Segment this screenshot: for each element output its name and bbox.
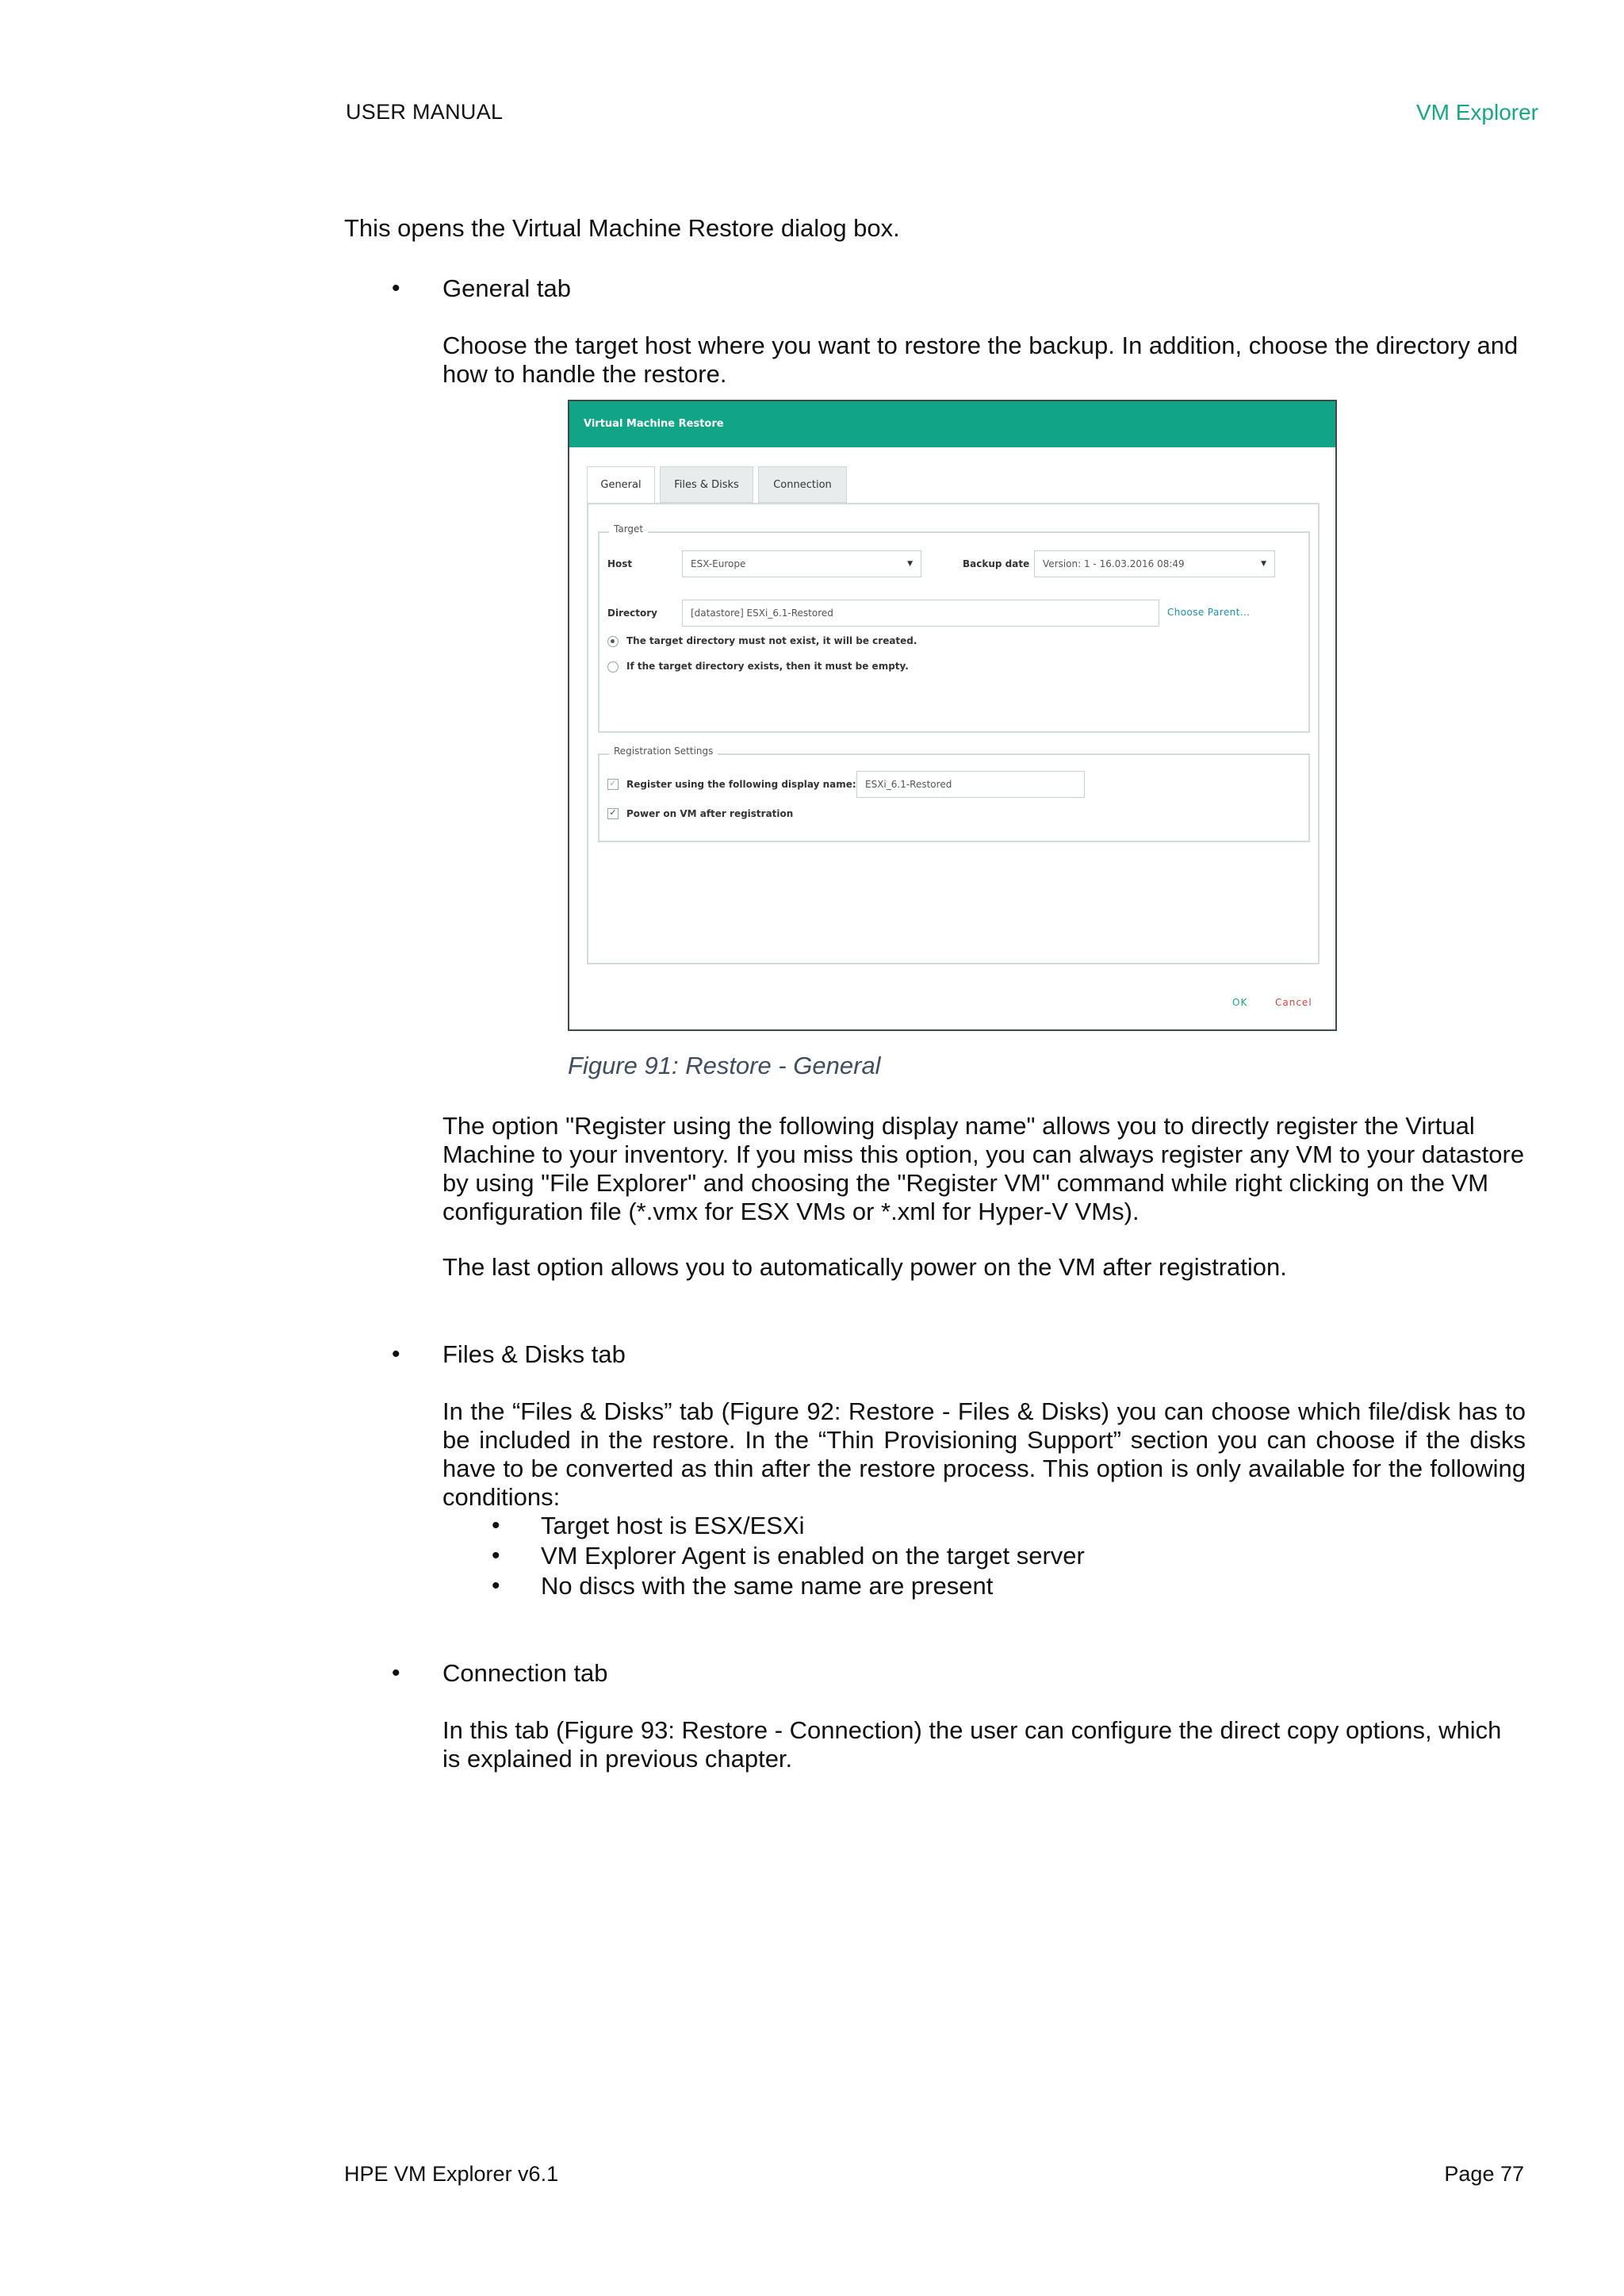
host-select-value: ESX-Europe — [691, 558, 746, 569]
condition-item: VM Explorer Agent is enabled on the target server — [541, 1542, 1085, 1570]
radio-must-be-empty-label: If the target directory exists, then it must be empty. — [626, 661, 909, 672]
host-label: Host — [607, 558, 633, 569]
target-group-legend: Target — [609, 523, 648, 535]
tab-general[interactable]: General — [587, 466, 655, 503]
figure-caption: Figure 91: Restore - General — [568, 1052, 881, 1079]
bullet-icon: • — [392, 275, 400, 301]
bullet-icon: • — [492, 1573, 500, 1599]
dialog-title: Virtual Machine Restore — [569, 401, 1335, 447]
bullet-icon: • — [492, 1512, 500, 1539]
ok-button[interactable]: OK — [1232, 997, 1248, 1008]
registration-group — [598, 746, 1310, 842]
general-tab-text: Choose the target host where you want to restore the backup. In addition, choose the directory and how to handle the restore. — [442, 332, 1519, 388]
tab-files-disks[interactable]: Files & Disks — [660, 466, 753, 503]
footer-product-version: HPE VM Explorer v6.1 — [344, 2162, 559, 2186]
register-label: Register using the following display name: — [626, 779, 856, 790]
radio-must-be-empty[interactable] — [607, 661, 619, 673]
backup-date-value: Version: 1 - 16.03.2016 08:49 — [1043, 558, 1185, 569]
radio-must-not-exist-label: The target directory must not exist, it will be created. — [626, 635, 917, 646]
directory-label: Directory — [607, 608, 657, 619]
host-select[interactable] — [682, 550, 921, 577]
connection-tab-heading: Connection tab — [442, 1659, 608, 1687]
directory-value: [datastore] ESXi_6.1-Restored — [691, 608, 833, 619]
bullet-icon: • — [392, 1660, 400, 1686]
power-on-checkbox[interactable]: ✓ — [607, 808, 619, 819]
registration-group-legend: Registration Settings — [609, 746, 718, 757]
condition-item: No discs with the same name are present — [541, 1572, 994, 1600]
power-option-text: The last option allows you to automatically power on the VM after registration. — [442, 1253, 1287, 1281]
backup-date-label: Backup date — [963, 558, 1030, 569]
intro-text: This opens the Virtual Machine Restore dialog box. — [344, 214, 900, 242]
files-tab-text: In the “Files & Disks” tab (Figure 92: Restore - Files & Disks) you can choose which file/disk has to be included in the restore. In the “Thin Provisioning Support” section you can choose if the disks have to be converted as thin after the restore process. This option is only available for the following conditions: — [442, 1397, 1526, 1511]
directory-input[interactable] — [682, 600, 1159, 627]
header-product: VM Explorer — [1415, 100, 1538, 125]
restore-dialog-screenshot — [568, 400, 1337, 1031]
cancel-button[interactable]: Cancel — [1275, 997, 1312, 1008]
chevron-down-icon: ▼ — [907, 560, 913, 568]
register-checkbox[interactable]: ✓ — [607, 779, 619, 790]
general-tab-panel — [587, 503, 1320, 964]
bullet-icon: • — [492, 1543, 500, 1569]
target-group — [598, 523, 1310, 733]
radio-must-not-exist[interactable] — [607, 636, 619, 647]
power-on-label: Power on VM after registration — [626, 808, 794, 819]
files-tab-heading: Files & Disks tab — [442, 1340, 626, 1368]
general-tab-heading: General tab — [442, 274, 571, 302]
footer-page-number: Page 77 — [1444, 2162, 1524, 2186]
chevron-down-icon: ▼ — [1261, 560, 1266, 568]
tab-connection[interactable]: Connection — [758, 466, 847, 503]
header-title: USER MANUAL — [346, 100, 504, 124]
condition-item: Target host is ESX/ESXi — [541, 1512, 805, 1539]
display-name-input[interactable] — [856, 771, 1085, 798]
display-name-value: ESXi_6.1-Restored — [865, 779, 952, 790]
choose-parent-link[interactable]: Choose Parent... — [1167, 607, 1251, 618]
register-option-text: The option "Register using the following display name" allows you to directly register the Virtual Machine to your inventory. If you miss this option, you can always register any VM to your datastore by using "File Explorer" and choosing the "Register VM" command while right clicking on the VM configuration file (*.vmx for ESX VMs or *.xml for Hyper-V VMs). — [442, 1112, 1525, 1225]
backup-date-select[interactable] — [1034, 550, 1275, 577]
connection-tab-text: In this tab (Figure 93: Restore - Connection) the user can configure the direct copy options, which is explained in previous chapter. — [442, 1716, 1502, 1773]
bullet-icon: • — [392, 1341, 400, 1367]
